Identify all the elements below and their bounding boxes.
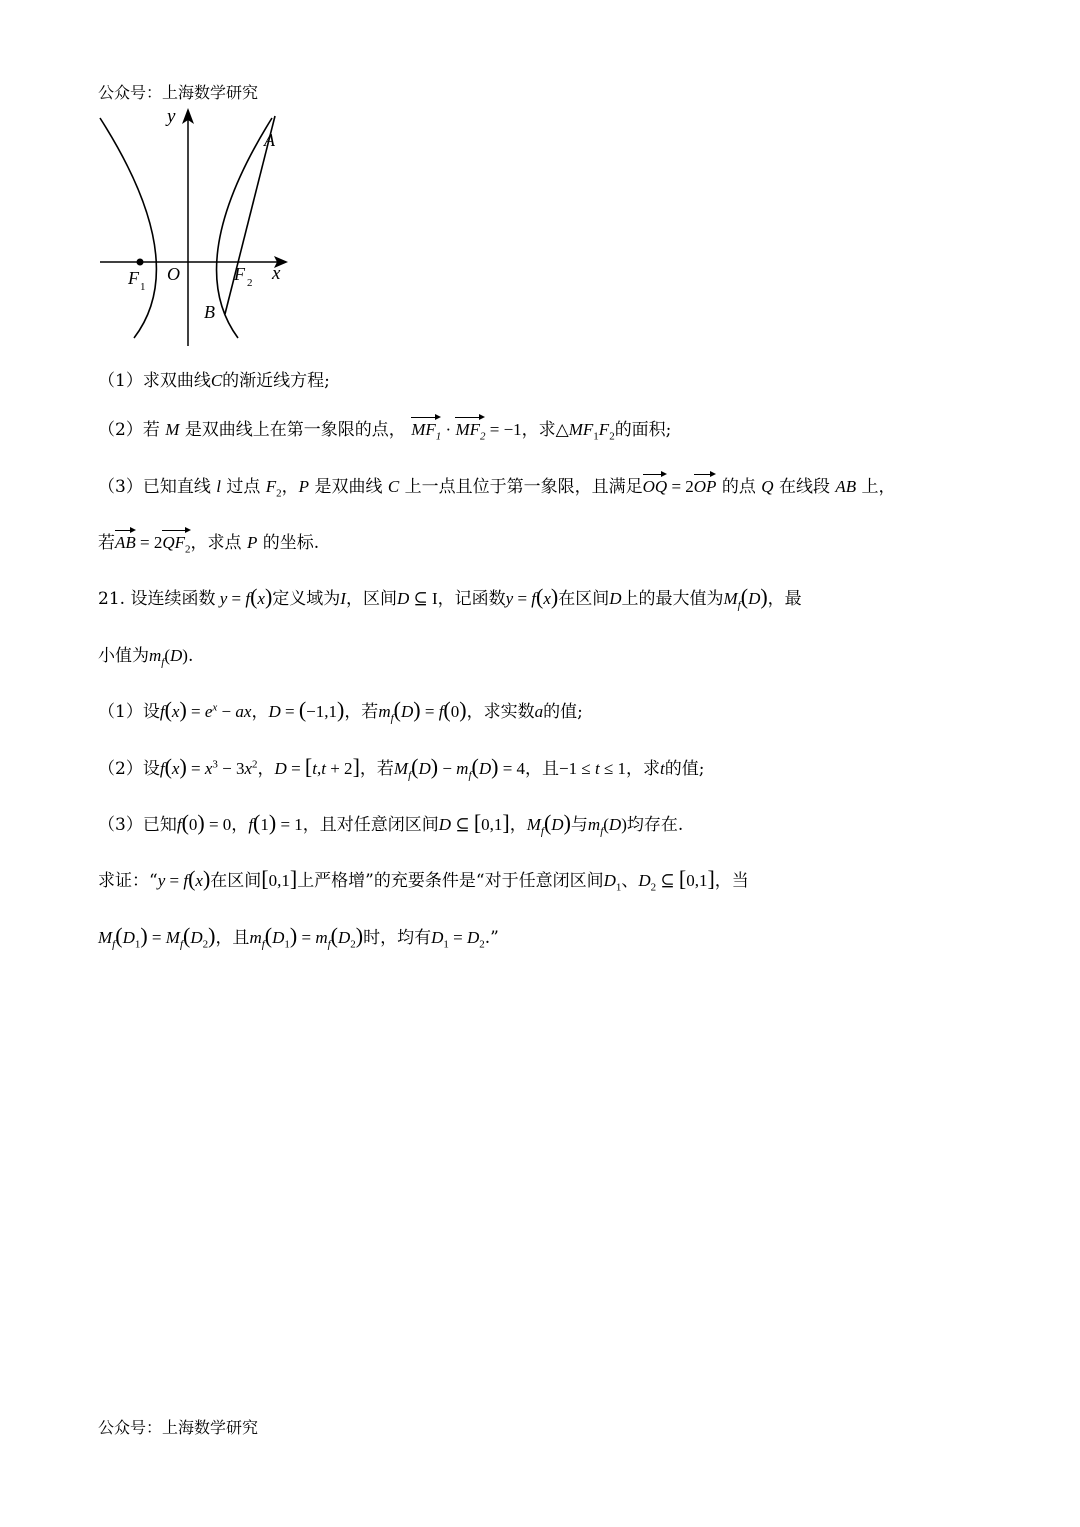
q21-part3: （3）已知f(0) = 0，f(1) = 1，且对任意闭区间D ⊆ [0,1]，$M_f(D)$与$m_f(D)$均存在. [98, 810, 684, 838]
x-axis-label: x [272, 263, 281, 284]
header-label: 公众号：上海数学研究 [98, 83, 259, 102]
point-b-label: B [204, 302, 215, 322]
origin-label: O [167, 264, 180, 284]
focus1-label: F [128, 268, 139, 288]
focus2-label: F [234, 264, 245, 284]
focus2-subscript: 2 [247, 277, 253, 289]
point-a-label: A [264, 130, 275, 150]
q20-part2: （2）若 M 是双曲线上在第一象限的点， $MF_1 \cdot MF_2 = -1$，求$\triangle MF_1F_2$的面积; [98, 420, 672, 443]
q21-stem-line1: 21. 设连续函数 y = f(x)定义域为I，区间D ⊆ I，记函数y = f(x)在区间D上的最大值为$M_f(D)$，最 [98, 584, 802, 612]
hyperbola-figure [92, 100, 312, 350]
q21-part2: （2）设$f(x) = x^3 - 3x^2$，D = [t,t + 2]，若$M_f(D) - m_f(D) = 4$，且−1 ≤ t ≤ 1，求t的值; [98, 754, 705, 782]
q21-stem-line2: 小值为$m_f(D)$. [98, 646, 194, 669]
q20-part3: （3）已知直线 l 过点 $F_2$，P 是双曲线 C 上一点且位于第一象限，且满足OQ = 2OP 的点 Q 在线段 AB 上， [98, 477, 896, 500]
q21-proof-line1: 求证：“y = f(x)在区间[0,1]上严格增”的充要条件是“对于任意闭区间$D_1$、$D_2$ ⊆ [0,1]，当 [98, 866, 749, 894]
q20-part1: （1）求双曲线C的渐近线方程; [98, 371, 330, 391]
y-axis-label: y [167, 106, 176, 127]
q20-part3-cont: 若AB = $2QF_2$，求点 P 的坐标. [98, 533, 320, 556]
q21-proof-line2: $M_f(D_1) = M_f(D_2)$，且$m_f(D_1) = m_f(D_2)$时，均有$D_1 = D_2$.” [98, 923, 499, 951]
focus1-subscript: 1 [140, 281, 146, 293]
footer-label: 公众号：上海数学研究 [98, 1418, 259, 1437]
q21-part1: （1）设$f(x) = e^x$ − ax，D = (−1,1)，若$m_f(D) = f(0)$，求实数a的值; [98, 697, 583, 725]
